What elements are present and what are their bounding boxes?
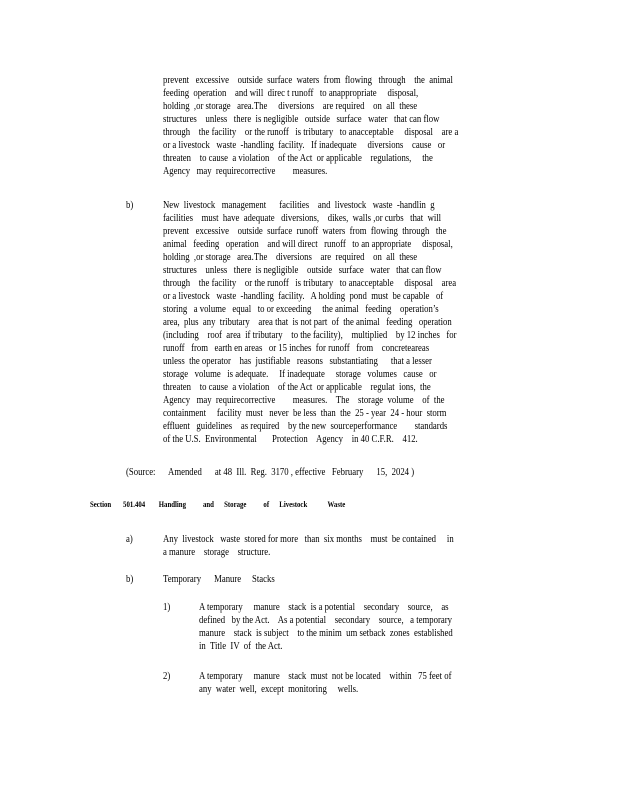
text-line: or a livestock waste -handling facility. A holding pond must be capable of — [163, 291, 444, 302]
text-line: storage volume is adequate. If inadequate storage volumes cause or — [163, 369, 437, 380]
list-marker: a) — [126, 534, 133, 545]
text-line: New livestock management facilities and livestock waste -handlin g — [163, 200, 435, 211]
source-note: (Source: Amended at 48 Ill. Reg. 3170 , effective February 15, 2024 ) — [126, 467, 415, 478]
list-marker: 1) — [163, 602, 171, 613]
text-line: any water well, except monitoring wells. — [199, 684, 359, 695]
text-line: storing a volume equal to or exceeding the animal feeding operation’s — [163, 304, 439, 315]
text-line: prevent excessive outside surface runoff waters from flowing through the — [163, 226, 447, 237]
text-line: through the facility or the runoff is tributary to anacceptable disposal are a — [163, 127, 459, 138]
text-line: A temporary manure stack is a potential secondary source, as — [199, 602, 449, 613]
text-line: A temporary manure stack must not be located within 75 feet of — [199, 671, 452, 682]
text-line: a manure storage structure. — [163, 547, 271, 558]
list-marker: b) — [126, 574, 134, 585]
text-line: structures unless there is negligible outside surface water that can flow — [163, 114, 440, 125]
text-line: threaten to cause a violation of the Act or applicable regulations, the — [163, 153, 433, 164]
text-line: prevent excessive outside surface waters from flowing through the animal — [163, 75, 453, 86]
text-line: Agency may requirecorrective measures. The storage volume of the — [163, 395, 445, 406]
text-line: Any livestock waste stored for more than six months must be contained in — [163, 534, 454, 545]
text-line: area, plus any tributary area that is not part of the animal feeding operation — [163, 317, 452, 328]
list-marker: b) — [126, 200, 134, 211]
section-heading: Section 501.404 Handling and Storage of Livestock Waste — [90, 499, 346, 509]
text-line: unless the operator has justifiable reasons substantiating that a lesser — [163, 356, 432, 367]
text-line: manure stack is subject to the minim um setback zones established — [199, 628, 453, 639]
text-line: of the U.S. Environmental Protection Agency in 40 C.F.R. 412. — [163, 434, 418, 445]
text-line: animal feeding operation and will direct runoff to an appropriate disposal, — [163, 239, 453, 250]
text-line: in Title IV of the Act. — [199, 641, 283, 652]
text-line: effluent guidelines as required by the new sourceperformance standards — [163, 421, 448, 432]
text-line: (including roof area if tributary to the facility), multiplied by 12 inches for — [163, 330, 457, 341]
text-line: defined by the Act. As a potential secondary source, a temporary — [199, 615, 452, 626]
text-line: facilities must have adequate diversions, dikes, walls ,or curbs that will — [163, 213, 442, 224]
text-line: Agency may requirecorrective measures. — [163, 166, 328, 177]
text-line: or a livestock waste -handling facility. If inadequate diversions cause or — [163, 140, 446, 151]
text-line: threaten to cause a violation of the Act or applicable regulat ions, the — [163, 382, 431, 393]
text-line: runoff from earth en areas or 15 inches for runoff from concreteareas — [163, 343, 430, 354]
text-line: structures unless there is negligible outside surface water that can flow — [163, 265, 442, 276]
text-line: holding ,or storage area.The diversions are required on all these — [163, 101, 418, 112]
text-line: holding ,or storage area.The diversions are required on all these — [163, 252, 418, 263]
text-line: through the facility or the runoff is tributary to anacceptable disposal area — [163, 278, 457, 289]
text-line: feeding operation and will direc t runoff to anappropriate disposal, — [163, 88, 419, 99]
text-line: containment facility must never be less than the 25 - year 24 - hour storm — [163, 408, 447, 419]
list-marker: 2) — [163, 671, 171, 682]
item-title: Temporary Manure Stacks — [163, 574, 275, 585]
